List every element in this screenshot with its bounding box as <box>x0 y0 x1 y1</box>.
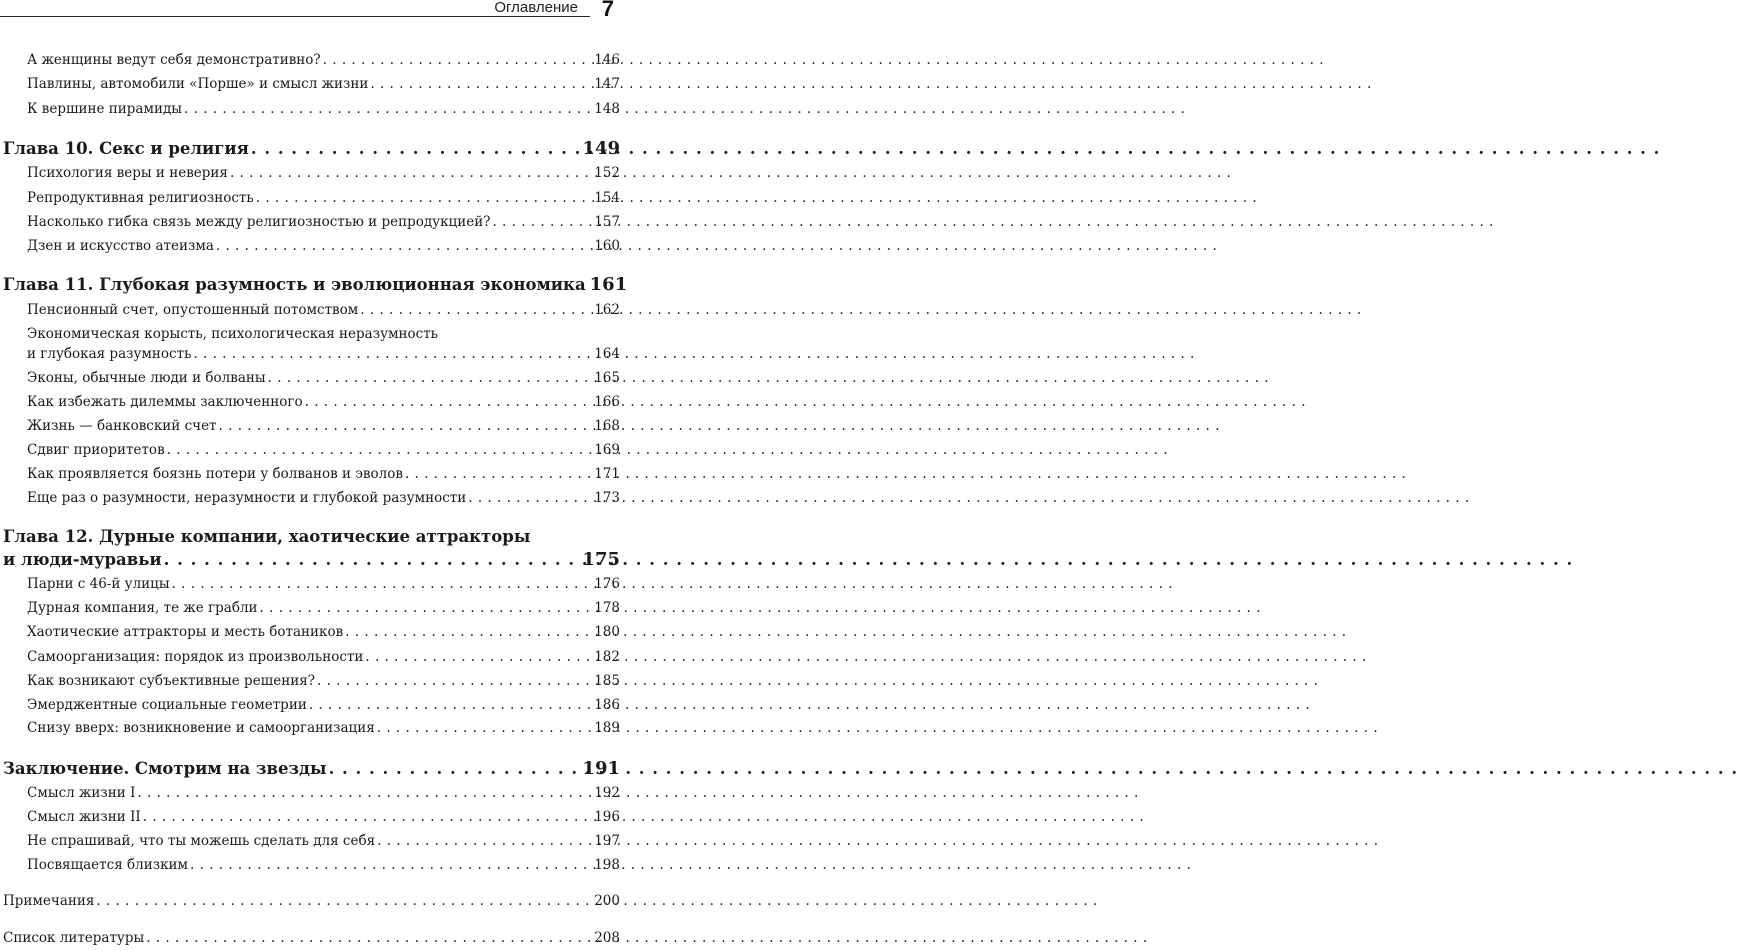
toc-section-entry[interactable] <box>27 622 620 642</box>
dot-leader <box>323 50 593 70</box>
header-rule <box>0 16 590 17</box>
toc-section-entry[interactable] <box>27 488 620 508</box>
dot-leader <box>137 783 592 803</box>
dot-leader <box>190 855 592 875</box>
dot-leader <box>193 344 592 364</box>
dot-leader <box>167 440 593 460</box>
section-title: К вершине пирамиды <box>27 101 183 117</box>
toc-section-entry[interactable] <box>27 188 620 208</box>
section-page: 147 <box>594 76 620 92</box>
dot-leader <box>317 671 592 691</box>
section-page: 157 <box>594 214 620 230</box>
toc-section-entry[interactable] <box>27 74 620 94</box>
dot-leader <box>230 163 592 183</box>
section-title: Психология веры и неверия <box>27 165 228 181</box>
section-page: 168 <box>594 418 620 434</box>
dot-leader <box>260 598 593 618</box>
section-title: Сдвиг приоритетов <box>27 442 165 458</box>
section-title: Дурная компания, те же грабли <box>27 600 258 616</box>
toc-section-entry[interactable] <box>27 671 620 691</box>
dot-leader <box>219 416 593 436</box>
dot-leader <box>164 547 581 573</box>
chapter-page: 149 <box>582 138 620 159</box>
dot-leader <box>96 891 592 911</box>
dot-leader <box>345 622 592 642</box>
toc-section-entry[interactable] <box>27 783 620 803</box>
toc-section-entry[interactable] <box>27 300 620 320</box>
section-title: Как возникают субъективные решения? <box>27 673 315 689</box>
section-title: Не спрашивай, что ты можешь сделать для себя <box>27 833 376 849</box>
toc-section-entry[interactable] <box>27 464 620 484</box>
dot-leader <box>256 188 592 208</box>
section-title: А женщины ведут себя демонстративно? <box>27 52 321 68</box>
chapter-title: Глава 11. Глубокая разумность и эволюционная экономика <box>3 275 586 294</box>
section-title: Павлины, автомобили «Порше» и смысл жизни <box>27 76 369 92</box>
section-page: 186 <box>594 697 620 713</box>
dot-leader <box>184 99 592 119</box>
section-page: 160 <box>594 238 620 254</box>
toc-notes[interactable] <box>3 891 620 911</box>
section-page: 178 <box>594 600 620 616</box>
toc-references[interactable] <box>3 928 620 948</box>
section-page: 196 <box>594 809 620 825</box>
section-page: 146 <box>594 52 620 68</box>
entry-title: Список литературы <box>3 930 145 946</box>
dot-leader <box>172 574 593 594</box>
section-title: Снизу вверх: возникновение и самоорганизация <box>27 720 375 736</box>
running-head <box>0 0 620 24</box>
section-page: 173 <box>594 490 620 506</box>
section-title: Смысл жизни I <box>27 785 136 801</box>
section-page: 166 <box>594 394 620 410</box>
page-number: 7 <box>601 0 614 21</box>
toc-section-entry[interactable] <box>27 440 620 460</box>
section-title: и глубокая разумность <box>27 346 192 362</box>
section-page: 192 <box>594 785 620 801</box>
dot-leader <box>216 236 592 256</box>
toc-section-entry[interactable] <box>27 831 620 851</box>
dot-leader <box>309 695 592 715</box>
dot-leader <box>405 464 592 484</box>
section-title: Как проявляется боязнь потери у болванов и эволов <box>27 466 403 482</box>
dot-leader <box>251 136 581 162</box>
toc-section-entry[interactable] <box>27 163 620 183</box>
chapter-12-title-line1: Глава 12. Дурные компании, хаотические аттракторы <box>3 527 531 546</box>
section-title: Жизнь — банковский счет <box>27 418 217 434</box>
toc-section-entry[interactable] <box>27 574 620 594</box>
section-page: 162 <box>594 302 620 318</box>
section-page: 197 <box>594 833 620 849</box>
dot-leader <box>305 392 593 412</box>
toc-section-entry[interactable] <box>27 99 620 119</box>
section-page: 189 <box>594 720 620 736</box>
toc-chapter-11[interactable] <box>3 272 628 298</box>
chapter-title: Заключение. Смотрим на звезды <box>3 759 327 778</box>
toc-section-entry[interactable] <box>27 236 620 256</box>
section-title: Самоорганизация: порядок из произвольности <box>27 649 364 665</box>
chapter-page: 161 <box>589 274 628 295</box>
entry-page: 208 <box>594 930 620 946</box>
toc-section-entry[interactable] <box>27 344 620 364</box>
section-title: Парни с 46-й улицы <box>27 576 170 592</box>
dot-leader <box>329 756 581 782</box>
toc-section-entry[interactable] <box>27 855 620 875</box>
section-title: Репродуктивная религиозность <box>27 190 254 206</box>
section-page: 198 <box>594 857 620 873</box>
toc-conclusion[interactable] <box>3 756 620 782</box>
dot-leader <box>370 74 592 94</box>
section-title: Пенсионный счет, опустошенный потомством <box>27 302 359 318</box>
section-page: 185 <box>594 673 620 689</box>
running-head-title: Оглавление <box>488 0 584 16</box>
section-page: 171 <box>594 466 620 482</box>
toc-section-entry[interactable] <box>27 212 620 232</box>
chapter-page: 175 <box>582 549 620 570</box>
toc-section-entry[interactable] <box>27 695 620 715</box>
section-page: 154 <box>594 190 620 206</box>
section-page: 180 <box>594 624 620 640</box>
toc-section-entry[interactable] <box>27 598 620 618</box>
dot-leader <box>468 488 592 508</box>
dot-leader <box>360 300 592 320</box>
toc-section-entry[interactable] <box>27 50 620 70</box>
section-page: 164 <box>594 346 620 362</box>
section-title: Дзен и искусство атеизма <box>27 238 214 254</box>
section-title: Эмерджентные социальные геометрии <box>27 697 307 713</box>
section-title-line1: Экономическая корысть, психологическая неразумность <box>27 326 439 342</box>
section-page: 169 <box>594 442 620 458</box>
section-page: 176 <box>594 576 620 592</box>
dot-leader <box>143 807 592 827</box>
chapter-page: 191 <box>582 758 620 779</box>
section-title: Еще раз о разумности, неразумности и глубокой разумности <box>27 490 467 506</box>
chapter-title: Глава 10. Секс и религия <box>3 139 249 158</box>
section-title: Эконы, обычные люди и болваны <box>27 370 266 386</box>
section-title: Смысл жизни II <box>27 809 141 825</box>
toc-section-entry[interactable] <box>27 647 620 667</box>
section-title: Насколько гибка связь между религиозностью и репродукцией? <box>27 214 491 230</box>
entry-title: Примечания <box>3 893 95 909</box>
section-page: 152 <box>594 165 620 181</box>
section-page: 165 <box>594 370 620 386</box>
section-page: 182 <box>594 649 620 665</box>
section-title: Посвящается близким <box>27 857 189 873</box>
dot-leader <box>365 647 592 667</box>
entry-page: 200 <box>594 893 620 909</box>
toc-chapter-12[interactable] <box>3 547 620 573</box>
dot-leader <box>146 928 592 948</box>
dot-leader <box>377 831 592 851</box>
dot-leader <box>377 718 592 738</box>
section-title: Как избежать дилеммы заключенного <box>27 394 303 410</box>
toc-section-entry[interactable] <box>27 416 620 436</box>
chapter-title: и люди-муравьи <box>3 550 162 569</box>
toc-section-entry[interactable] <box>27 718 620 738</box>
toc-section-entry[interactable] <box>27 368 620 388</box>
dot-leader <box>268 368 593 388</box>
section-title: Хаотические аттракторы и месть ботаников <box>27 624 344 640</box>
section-page: 148 <box>594 101 620 117</box>
toc-section-entry[interactable] <box>27 392 620 412</box>
toc-section-entry[interactable] <box>27 807 620 827</box>
toc-chapter-10[interactable] <box>3 136 620 162</box>
dot-leader <box>492 212 592 232</box>
